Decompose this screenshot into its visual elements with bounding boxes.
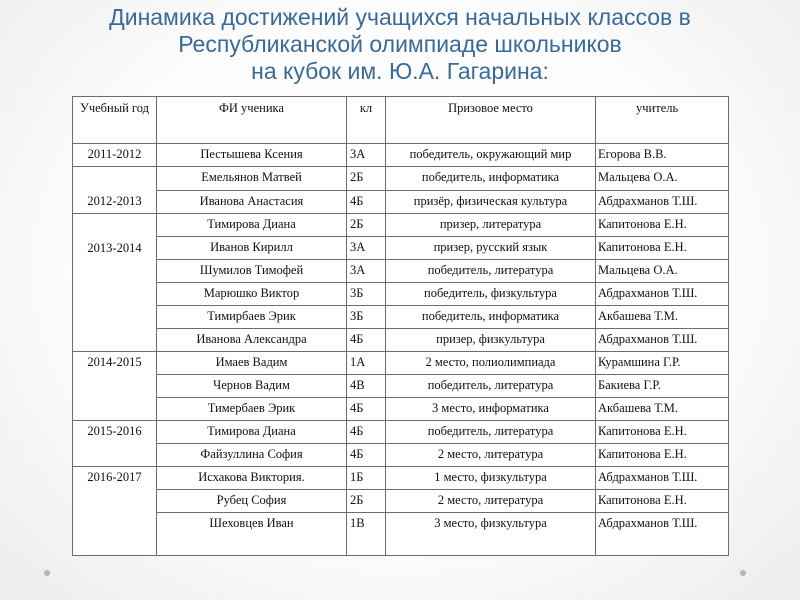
- title-line-1: Динамика достижений учащихся начальных классов в: [109, 4, 691, 30]
- cell-prize-place: победитель, физкультура: [386, 283, 596, 306]
- cell-teacher: Курамшина Г.Р.: [596, 352, 729, 375]
- cell-prize-place: 2 место, полиолимпиада: [386, 352, 596, 375]
- cell-prize-place: 2 место, литература: [386, 444, 596, 467]
- table-row: [73, 467, 729, 490]
- cell-class: 3А: [347, 144, 386, 167]
- cell-class: 3Б: [347, 306, 386, 329]
- cell-prize-place: призер, литература: [386, 214, 596, 237]
- cell-student-name: Иванова Александра: [157, 329, 347, 352]
- header-teacher: учитель: [596, 97, 729, 144]
- cell-class: 2Б: [347, 490, 386, 513]
- cell-class: 4Б: [347, 190, 386, 214]
- cell-teacher: Мальцева О.А.: [596, 167, 729, 191]
- cell-teacher: Мальцева О.А.: [596, 260, 729, 283]
- cell-class: 3А: [347, 260, 386, 283]
- cell-teacher: Бакиева Г.Р.: [596, 375, 729, 398]
- cell-teacher: Абдрахманов Т.Ш.: [596, 467, 729, 490]
- slide-title: [0, 4, 800, 85]
- cell-class: 1А: [347, 352, 386, 375]
- cell-prize-place: 1 место, физкультура: [386, 467, 596, 490]
- header-class: кл: [347, 97, 386, 144]
- table-row: [73, 306, 729, 329]
- cell-prize-place: 3 место, физкультура: [386, 513, 596, 556]
- cell-prize-place: победитель, литература: [386, 421, 596, 444]
- cell-teacher: Акбашева Т.М.: [596, 398, 729, 421]
- cell-class: 2Б: [347, 167, 386, 191]
- table-row: [73, 329, 729, 352]
- cell-student-name: Марюшко Виктор: [157, 283, 347, 306]
- table-row: [73, 237, 729, 260]
- title-line-3: на кубок им. Ю.А. Гагарина:: [251, 58, 549, 84]
- cell-prize-place: призер, русский язык: [386, 237, 596, 260]
- table-row: [73, 398, 729, 421]
- cell-class: 3Б: [347, 283, 386, 306]
- table-row: [73, 444, 729, 467]
- table-row: [73, 167, 729, 191]
- table-header-row: [73, 97, 729, 144]
- cell-class: 2Б: [347, 214, 386, 237]
- cell-teacher: Капитонова Е.Н.: [596, 444, 729, 467]
- cell-year: 2015-2016: [73, 421, 157, 467]
- cell-student-name: Шумилов Тимофей: [157, 260, 347, 283]
- table-row: [73, 421, 729, 444]
- header-prize-place: Призовое место: [386, 97, 596, 144]
- table-row: [73, 513, 729, 556]
- cell-year: 2013-2014: [73, 214, 157, 352]
- corner-dot-right: [740, 570, 746, 576]
- table-row: [73, 490, 729, 513]
- table-row: [73, 214, 729, 237]
- cell-prize-place: 3 место, информатика: [386, 398, 596, 421]
- cell-student-name: Иванова Анастасия: [157, 190, 347, 214]
- cell-class: 4Б: [347, 444, 386, 467]
- cell-student-name: Емельянов Матвей: [157, 167, 347, 191]
- cell-prize-place: победитель, информатика: [386, 306, 596, 329]
- cell-student-name: Тимирова Диана: [157, 421, 347, 444]
- cell-class: 1В: [347, 513, 386, 556]
- cell-teacher: Капитонова Е.Н.: [596, 421, 729, 444]
- cell-prize-place: победитель, литература: [386, 375, 596, 398]
- header-year: Учебный год: [73, 97, 157, 144]
- cell-student-name: Иванов Кирилл: [157, 237, 347, 260]
- cell-student-name: Файзуллина София: [157, 444, 347, 467]
- table-row: [73, 352, 729, 375]
- cell-teacher: Абдрахманов Т.Ш.: [596, 513, 729, 556]
- cell-prize-place: призер, физкультура: [386, 329, 596, 352]
- cell-teacher: Капитонова Е.Н.: [596, 214, 729, 237]
- cell-class: 4Б: [347, 398, 386, 421]
- cell-teacher: Абдрахманов Т.Ш.: [596, 283, 729, 306]
- cell-prize-place: 2 место, литература: [386, 490, 596, 513]
- cell-class: 1Б: [347, 467, 386, 490]
- cell-prize-place: победитель, информатика: [386, 167, 596, 191]
- table-body: [73, 144, 729, 556]
- cell-class: 3А: [347, 237, 386, 260]
- table-row: [73, 375, 729, 398]
- table-row: [73, 190, 729, 214]
- cell-teacher: Егорова В.В.: [596, 144, 729, 167]
- cell-class: 4В: [347, 375, 386, 398]
- table-row: [73, 283, 729, 306]
- cell-student-name: Имаев Вадим: [157, 352, 347, 375]
- cell-prize-place: призёр, физическая культура: [386, 190, 596, 214]
- cell-student-name: Тимербаев Эрик: [157, 398, 347, 421]
- title-line-2: Республиканской олимпиаде школьников: [178, 31, 622, 57]
- table-row: [73, 144, 729, 167]
- cell-student-name: Исхакова Виктория.: [157, 467, 347, 490]
- corner-dot-left: [44, 570, 50, 576]
- cell-class: 4Б: [347, 421, 386, 444]
- cell-year: 2014-2015: [73, 352, 157, 421]
- cell-prize-place: победитель, окружающий мир: [386, 144, 596, 167]
- cell-teacher: Капитонова Е.Н.: [596, 237, 729, 260]
- cell-teacher: Капитонова Е.Н.: [596, 490, 729, 513]
- cell-student-name: Пестышева Ксения: [157, 144, 347, 167]
- table-row: [73, 260, 729, 283]
- cell-student-name: Тимирова Диана: [157, 214, 347, 237]
- cell-student-name: Тимирбаев Эрик: [157, 306, 347, 329]
- cell-teacher: Акбашева Т.М.: [596, 306, 729, 329]
- results-table: [72, 96, 729, 556]
- cell-student-name: Рубец София: [157, 490, 347, 513]
- header-student-name: ФИ ученика: [157, 97, 347, 144]
- cell-year: 2016-2017: [73, 467, 157, 556]
- cell-student-name: Шеховцев Иван: [157, 513, 347, 556]
- cell-teacher: Абдрахманов Т.Ш.: [596, 190, 729, 214]
- cell-teacher: Абдрахманов Т.Ш.: [596, 329, 729, 352]
- cell-class: 4Б: [347, 329, 386, 352]
- cell-year: 2011-2012: [73, 144, 157, 167]
- cell-year: 2012-2013: [73, 167, 157, 214]
- cell-prize-place: победитель, литература: [386, 260, 596, 283]
- cell-student-name: Чернов Вадим: [157, 375, 347, 398]
